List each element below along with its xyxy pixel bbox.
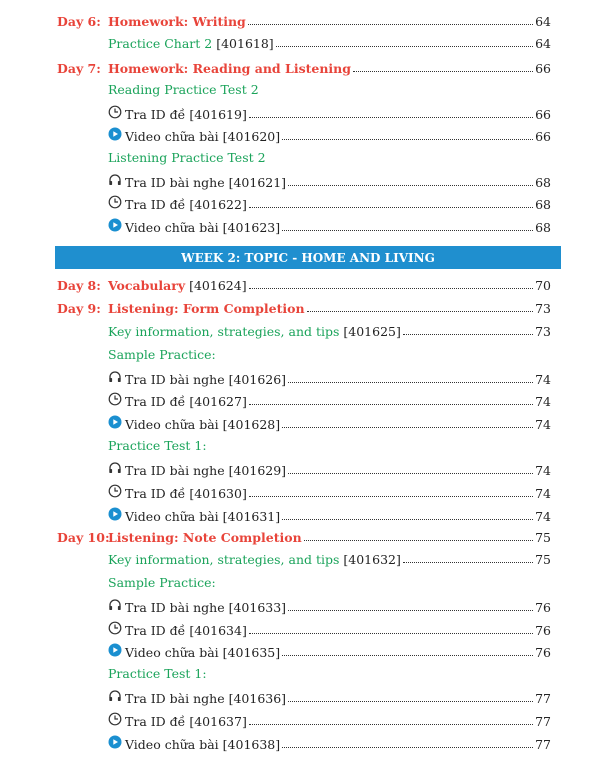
dot-leader: [282, 519, 533, 520]
day-label: Day 6:: [57, 14, 101, 29]
clock-icon: [108, 484, 122, 498]
page-number: 73: [535, 301, 551, 316]
entry-code: [401637]: [185, 714, 247, 729]
clock-icon: [108, 392, 122, 406]
toc-entry-link[interactable]: [108, 195, 551, 212]
toc-entry-link[interactable]: [108, 689, 551, 706]
page-number: 76: [535, 600, 551, 615]
entry-code: [401623]: [218, 220, 281, 235]
clock-icon: [108, 621, 122, 635]
entry-title: Tra ID bài nghe: [125, 372, 225, 387]
toc-entry-link[interactable]: [108, 507, 551, 524]
entry-title: Practice Chart 2: [108, 36, 213, 51]
entry-code: [401625]: [339, 324, 401, 339]
entry-title: Video chữa bài: [125, 417, 219, 432]
page-number: 64: [535, 36, 551, 51]
toc-row: [0, 507, 606, 525]
entry-code: [401634]: [185, 623, 247, 638]
dot-leader: [288, 701, 533, 702]
entry-title: Key information, strategies, and tips: [108, 552, 340, 567]
dot-leader: [282, 230, 533, 231]
page-number: 77: [535, 714, 551, 729]
week-banner: WEEK 2: TOPIC - HOME AND LIVING: [55, 246, 561, 269]
toc-entry-link[interactable]: [108, 278, 551, 293]
dot-leader: [307, 311, 533, 312]
headphones-icon: [108, 461, 122, 475]
dot-leader: [282, 139, 533, 140]
page-number: 66: [535, 107, 551, 122]
dot-leader: [248, 24, 533, 25]
entry-code: [401636]: [224, 691, 287, 706]
toc-row: [0, 552, 606, 570]
page-number: 66: [535, 129, 551, 144]
page-number: 75: [535, 530, 551, 545]
entry-title: Listening: Form Completion: [108, 301, 305, 316]
dot-leader: [249, 404, 533, 405]
toc-entry-link[interactable]: [108, 61, 551, 76]
dot-leader: [288, 473, 533, 474]
section-heading: Listening Practice Test 2: [108, 150, 266, 165]
toc-entry-link[interactable]: [108, 173, 551, 190]
toc-entry-link[interactable]: [108, 530, 551, 545]
toc-entry-link[interactable]: [108, 415, 551, 432]
page-number: 75: [535, 552, 551, 567]
dot-leader: [282, 655, 533, 656]
dot-leader: [304, 540, 533, 541]
section-heading: Practice Test 1:: [108, 438, 207, 453]
dot-leader: [249, 288, 533, 289]
entry-title: Tra ID đề: [125, 486, 186, 501]
toc-row: [0, 150, 606, 168]
toc-row: [0, 324, 606, 342]
page-number: 68: [535, 175, 551, 190]
toc-row: [0, 278, 606, 296]
entry-title: Vocabulary: [108, 278, 186, 293]
toc-row: [0, 735, 606, 753]
toc-entry-link[interactable]: [108, 105, 551, 122]
toc-entry-link[interactable]: [108, 621, 551, 638]
entry-title: Video chữa bài: [125, 737, 219, 752]
page-number: 77: [535, 737, 551, 752]
page-number: 73: [535, 324, 551, 339]
page-number: 77: [535, 691, 551, 706]
page-number: 76: [535, 623, 551, 638]
entry-code: [401628]: [218, 417, 281, 432]
entry-code: [401635]: [218, 645, 281, 660]
entry-code: [401620]: [218, 129, 281, 144]
toc-row: [0, 461, 606, 479]
entry-title: Tra ID đề: [125, 107, 186, 122]
dot-leader: [288, 610, 533, 611]
page-number: 74: [535, 394, 551, 409]
page-number: 74: [535, 509, 551, 524]
toc-entry-link[interactable]: [108, 218, 551, 235]
entry-code: [401630]: [185, 486, 247, 501]
entry-title: Tra ID bài nghe: [125, 463, 225, 478]
entry-code: [401622]: [185, 197, 247, 212]
entry-title: Tra ID bài nghe: [125, 600, 225, 615]
toc-entry-link[interactable]: [108, 484, 551, 501]
dot-leader: [403, 562, 533, 563]
toc-row: [0, 82, 606, 100]
entry-title: Tra ID đề: [125, 623, 186, 638]
section-heading: Sample Practice:: [108, 575, 216, 590]
entry-title: Listening: Note Completion: [108, 530, 302, 545]
entry-title: Tra ID bài nghe: [125, 691, 225, 706]
toc-entry-link[interactable]: [108, 598, 551, 615]
day-label: Day 9:: [57, 301, 101, 316]
toc-row: [0, 530, 606, 548]
entry-title: Homework: Reading and Listening: [108, 61, 351, 76]
dot-leader: [288, 382, 533, 383]
toc-row: [0, 643, 606, 661]
toc-row: [0, 484, 606, 502]
toc-entry-link[interactable]: [108, 643, 551, 660]
page-number: 74: [535, 486, 551, 501]
play-icon: [108, 415, 122, 429]
toc-entry-link[interactable]: [108, 36, 551, 51]
entry-title: Video chữa bài: [125, 220, 219, 235]
dot-leader: [282, 427, 533, 428]
entry-code: [401626]: [224, 372, 287, 387]
section-heading: Sample Practice:: [108, 347, 216, 362]
page-number: 66: [535, 61, 551, 76]
entry-code: [401629]: [224, 463, 287, 478]
entry-title: Video chữa bài: [125, 129, 219, 144]
dot-leader: [249, 633, 533, 634]
day-label: Day 8:: [57, 278, 101, 293]
toc-row: [0, 301, 606, 319]
dot-leader: [249, 207, 533, 208]
play-icon: [108, 218, 122, 232]
entry-code: [401631]: [218, 509, 281, 524]
page-number: 68: [535, 197, 551, 212]
clock-icon: [108, 105, 122, 119]
dot-leader: [353, 71, 533, 72]
toc-entry-link[interactable]: [108, 301, 551, 316]
section-heading: Practice Test 1:: [108, 666, 207, 681]
play-icon: [108, 507, 122, 521]
dot-leader: [249, 496, 533, 497]
play-icon: [108, 735, 122, 749]
toc-entry-link[interactable]: [108, 392, 551, 409]
toc-entry-link[interactable]: [108, 735, 551, 752]
toc-row: [0, 370, 606, 388]
dot-leader: [249, 724, 533, 725]
entry-title: Tra ID bài nghe: [125, 175, 225, 190]
toc-row: [0, 347, 606, 365]
day-label: Day 10:: [57, 530, 110, 545]
toc-row: [0, 712, 606, 730]
toc-row: [0, 392, 606, 410]
toc-row: [0, 127, 606, 145]
headphones-icon: [108, 370, 122, 384]
toc-row: [0, 575, 606, 593]
entry-code: [401621]: [224, 175, 287, 190]
toc-row: [0, 173, 606, 191]
headphones-icon: [108, 173, 122, 187]
entry-code: [401624]: [185, 278, 247, 293]
dot-leader: [403, 334, 533, 335]
toc-row: [0, 218, 606, 236]
entry-code: [401619]: [185, 107, 247, 122]
entry-code: [401633]: [224, 600, 287, 615]
entry-code: [401638]: [218, 737, 281, 752]
toc-entry-link[interactable]: [108, 127, 551, 144]
toc-row: [0, 36, 606, 54]
page-number: 64: [535, 14, 551, 29]
entry-title: Tra ID đề: [125, 197, 186, 212]
toc-row: [0, 598, 606, 616]
toc-entry-link[interactable]: [108, 14, 551, 29]
entry-title: Homework: Writing: [108, 14, 246, 29]
dot-leader: [249, 117, 533, 118]
page-number: 68: [535, 220, 551, 235]
entry-title: Video chữa bài: [125, 645, 219, 660]
page-number: 76: [535, 645, 551, 660]
entry-title: Tra ID đề: [125, 714, 186, 729]
toc-row: [0, 14, 606, 32]
entry-title: Tra ID đề: [125, 394, 186, 409]
toc-row: [0, 105, 606, 123]
toc-row: [0, 689, 606, 707]
play-icon: [108, 127, 122, 141]
page-number: 74: [535, 372, 551, 387]
toc-entry-link[interactable]: [108, 712, 551, 729]
headphones-icon: [108, 689, 122, 703]
toc-row: [0, 415, 606, 433]
entry-code: [401627]: [185, 394, 247, 409]
dot-leader: [276, 46, 533, 47]
dot-leader: [288, 185, 533, 186]
entry-code: [401632]: [339, 552, 401, 567]
clock-icon: [108, 712, 122, 726]
toc-row: [0, 621, 606, 639]
headphones-icon: [108, 598, 122, 612]
day-label: Day 7:: [57, 61, 101, 76]
toc-entry-link[interactable]: [108, 370, 551, 387]
dot-leader: [282, 747, 533, 748]
toc-row: [0, 61, 606, 79]
toc-row: [0, 195, 606, 213]
section-heading: Reading Practice Test 2: [108, 82, 259, 97]
clock-icon: [108, 195, 122, 209]
toc-row: [0, 438, 606, 456]
entry-title: Key information, strategies, and tips: [108, 324, 340, 339]
toc-entry-link[interactable]: [108, 552, 551, 567]
play-icon: [108, 643, 122, 657]
toc-entry-link[interactable]: [108, 461, 551, 478]
entry-code: [401618]: [212, 36, 274, 51]
toc-row: [0, 666, 606, 684]
page-number: 74: [535, 417, 551, 432]
page-number: 74: [535, 463, 551, 478]
toc-entry-link[interactable]: [108, 324, 551, 339]
page-number: 70: [535, 278, 551, 293]
entry-title: Video chữa bài: [125, 509, 219, 524]
